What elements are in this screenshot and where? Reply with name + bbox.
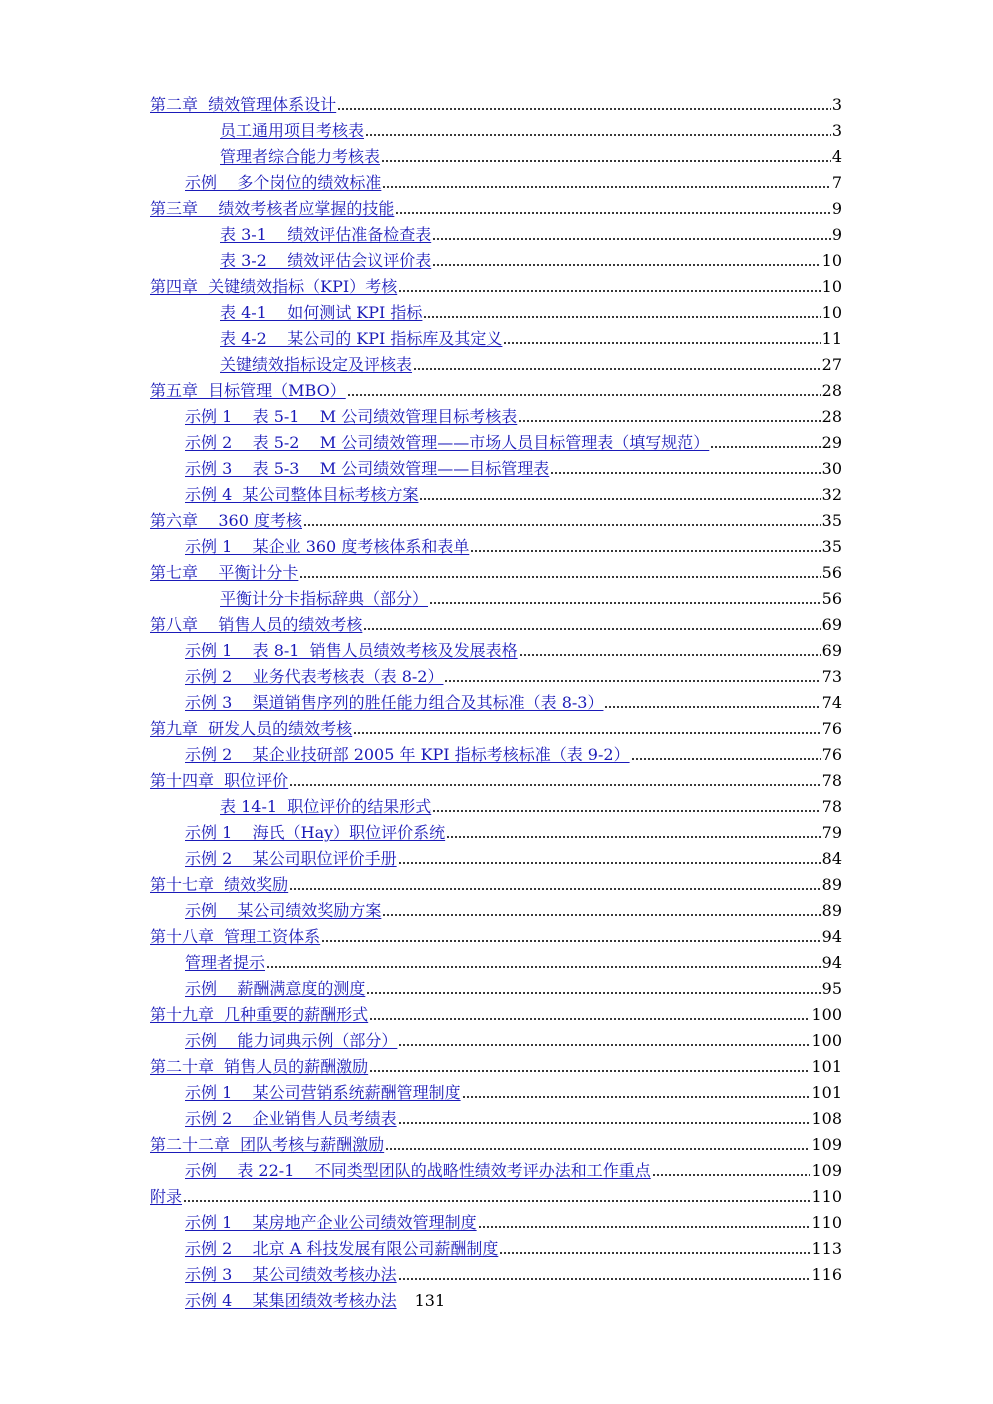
toc-entry-page-number: 69 (821, 641, 842, 660)
dot-leader (321, 933, 820, 943)
toc-entry-title-link[interactable]: 示例 2 企业销售人员考绩表 (185, 1109, 397, 1128)
toc-entry-title-link[interactable]: 示例 1 某公司营销系统薪酬管理制度 (185, 1083, 461, 1102)
dot-leader (303, 517, 821, 527)
toc-entry-title-link[interactable]: 示例 3 渠道销售序列的胜任能力组合及其标准（表 8-3） (185, 693, 604, 712)
dot-leader (652, 1167, 811, 1177)
toc-entry-page-number: 76 (821, 745, 842, 764)
dot-leader (289, 881, 820, 891)
toc-entry-page-number: 110 (811, 1213, 842, 1232)
toc-entry[interactable] (150, 170, 842, 196)
dot-leader (444, 673, 820, 683)
toc-entry-page-number: 101 (811, 1083, 842, 1102)
dot-leader (369, 1063, 810, 1073)
dot-leader (398, 1115, 811, 1125)
dot-leader (353, 725, 820, 735)
toc-entry-page-number: 131 (414, 1291, 446, 1310)
toc-entry-page-number: 10 (821, 303, 842, 322)
toc-entry-page-number: 3 (831, 121, 842, 140)
toc-entry[interactable] (150, 300, 842, 326)
dot-leader (518, 413, 820, 423)
toc-entry[interactable] (150, 1236, 842, 1262)
toc-entry[interactable] (150, 1080, 842, 1106)
toc-entry[interactable] (150, 716, 842, 742)
dot-leader (365, 127, 831, 137)
toc-entry-page-number: 110 (811, 1187, 842, 1206)
toc-entry[interactable] (150, 768, 842, 794)
toc-entry-page-number: 32 (821, 485, 842, 504)
dot-leader (503, 335, 820, 345)
toc-entry-title-link[interactable]: 示例 4 某集团绩效考核办法 (185, 1291, 397, 1310)
toc-entry[interactable] (150, 1132, 842, 1158)
toc-entry[interactable] (150, 430, 842, 456)
dot-leader (470, 543, 820, 553)
toc-entry[interactable] (150, 196, 842, 222)
toc-entry-title-link[interactable]: 示例 2 北京 A 科技发展有限公司薪酬制度 (185, 1239, 499, 1258)
toc-entry[interactable] (150, 1106, 842, 1132)
toc-entry-title-link[interactable]: 第十八章 管理工资体系 (150, 927, 321, 946)
table-of-contents (150, 92, 842, 1314)
toc-entry-title-link[interactable]: 关键绩效指标设定及评核表 (220, 355, 413, 374)
toc-entry-title-link[interactable]: 第七章 平衡计分卡 (150, 563, 299, 582)
toc-entry-page-number: 109 (811, 1161, 842, 1180)
toc-entry-page-number: 28 (821, 407, 842, 426)
toc-entry[interactable] (150, 1288, 842, 1314)
toc-entry[interactable] (150, 378, 842, 404)
toc-entry-title-link[interactable]: 第三章 绩效考核者应掌握的技能 (150, 199, 395, 218)
toc-entry-page-number: 4 (831, 147, 842, 166)
dot-leader (382, 907, 820, 917)
dot-leader (423, 309, 820, 319)
toc-entry-page-number: 100 (811, 1005, 842, 1024)
dot-leader (710, 439, 820, 449)
toc-entry-title-link[interactable]: 第四章 关键绩效指标（KPI）考核 (150, 277, 398, 296)
toc-entry-title-link[interactable]: 示例 2 某企业技研部 2005 年 KPI 指标考核标准（表 9-2） (185, 745, 630, 764)
toc-entry[interactable] (150, 664, 842, 690)
toc-entry-title-link[interactable]: 示例 4 某公司整体目标考核方案 (185, 485, 419, 504)
dot-leader (183, 1193, 810, 1203)
toc-entry-title-link[interactable]: 第十七章 绩效奖励 (150, 875, 289, 894)
dot-leader (398, 283, 820, 293)
toc-entry[interactable] (150, 118, 842, 144)
dot-leader (266, 959, 821, 969)
toc-entry-title-link[interactable]: 管理者提示 (185, 953, 266, 972)
toc-entry-title-link[interactable]: 表 3-1 绩效评估准备检查表 (220, 225, 432, 244)
dot-leader (519, 647, 821, 657)
dot-leader (382, 179, 830, 189)
toc-entry[interactable] (150, 248, 842, 274)
toc-entry[interactable] (150, 950, 842, 976)
toc-entry-page-number: 95 (821, 979, 842, 998)
toc-entry[interactable] (150, 1210, 842, 1236)
toc-entry-title-link[interactable]: 平衡计分卡指标辞典（部分） (220, 589, 429, 608)
toc-entry[interactable] (150, 898, 842, 924)
dot-leader (429, 595, 821, 605)
dot-leader (385, 1141, 810, 1151)
toc-entry-page-number: 113 (811, 1239, 842, 1258)
toc-entry[interactable] (150, 820, 842, 846)
toc-entry-page-number: 29 (821, 433, 842, 452)
toc-entry[interactable] (150, 222, 842, 248)
dot-leader (432, 257, 820, 267)
toc-entry-title-link[interactable]: 第十四章 职位评价 (150, 771, 289, 790)
toc-entry[interactable] (150, 794, 842, 820)
toc-entry-page-number: 74 (821, 693, 842, 712)
toc-entry[interactable] (150, 352, 842, 378)
dot-leader (398, 1037, 810, 1047)
toc-entry[interactable] (150, 638, 842, 664)
toc-entry-page-number: 9 (831, 199, 842, 218)
toc-entry-title-link[interactable]: 示例 1 某房地产企业公司绩效管理制度 (185, 1213, 477, 1232)
toc-entry-page-number: 28 (821, 381, 842, 400)
toc-entry[interactable] (150, 1262, 842, 1288)
dot-leader (381, 153, 831, 163)
toc-entry[interactable] (150, 534, 842, 560)
dot-leader (363, 621, 820, 631)
toc-entry-page-number: 76 (821, 719, 842, 738)
toc-entry-page-number: 35 (821, 537, 842, 556)
toc-entry-page-number: 79 (821, 823, 842, 842)
toc-entry[interactable] (150, 586, 842, 612)
toc-entry-title-link[interactable]: 员工通用项目考核表 (220, 121, 365, 140)
toc-entry-page-number: 101 (811, 1057, 842, 1076)
toc-entry[interactable] (150, 690, 842, 716)
toc-entry-page-number: 94 (821, 927, 842, 946)
toc-entry-title-link[interactable]: 表 4-1 如何测试 KPI 指标 (220, 303, 423, 322)
toc-entry-page-number: 56 (821, 589, 842, 608)
toc-entry-title-link[interactable]: 示例 2 某公司职位评价手册 (185, 849, 397, 868)
toc-entry-page-number: 27 (821, 355, 842, 374)
toc-entry[interactable] (150, 846, 842, 872)
toc-entry-page-number: 7 (831, 173, 842, 192)
dot-leader (289, 777, 820, 787)
toc-entry-title-link[interactable]: 第二章 绩效管理体系设计 (150, 95, 337, 114)
toc-entry[interactable] (150, 482, 842, 508)
toc-entry-title-link[interactable]: 第十九章 几种重要的薪酬形式 (150, 1005, 369, 1024)
dot-leader (419, 491, 820, 501)
dot-leader (398, 1271, 811, 1281)
toc-entry-page-number: 94 (821, 953, 842, 972)
toc-entry[interactable] (150, 924, 842, 950)
toc-entry-page-number: 108 (811, 1109, 842, 1128)
toc-entry-title-link[interactable]: 示例 表 22-1 不同类型团队的战略性绩效考评办法和工作重点 (185, 1161, 651, 1180)
toc-entry[interactable] (150, 612, 842, 638)
toc-entry-title-link[interactable]: 表 14-1 职位评价的结果形式 (220, 797, 432, 816)
toc-entry[interactable] (150, 456, 842, 482)
toc-entry-title-link[interactable]: 示例 薪酬满意度的测度 (185, 979, 366, 998)
toc-entry-title-link[interactable]: 第二十二章 团队考核与薪酬激励 (150, 1135, 385, 1154)
toc-entry[interactable] (150, 144, 842, 170)
toc-entry[interactable] (150, 1054, 842, 1080)
toc-entry-title-link[interactable]: 示例 1 海氏（Hay）职位评价系统 (185, 823, 446, 842)
dot-leader (499, 1245, 810, 1255)
toc-entry-title-link[interactable]: 示例 1 某企业 360 度考核体系和表单 (185, 537, 470, 556)
toc-entry-title-link[interactable]: 第八章 销售人员的绩效考核 (150, 615, 363, 634)
toc-entry[interactable] (150, 274, 842, 300)
toc-entry-page-number: 56 (821, 563, 842, 582)
toc-entry-page-number: 84 (821, 849, 842, 868)
dot-leader (366, 985, 820, 995)
toc-entry-page-number: 35 (821, 511, 842, 530)
toc-entry-title-link[interactable]: 第二十章 销售人员的薪酬激励 (150, 1057, 369, 1076)
toc-entry-title-link[interactable]: 示例 2 表 5-2 M 公司绩效管理——市场人员目标管理表（填写规范） (185, 433, 710, 452)
dot-leader (395, 205, 830, 215)
toc-entry[interactable] (150, 92, 842, 118)
toc-entry[interactable] (150, 742, 842, 768)
toc-entry[interactable] (150, 1028, 842, 1054)
toc-entry[interactable] (150, 1184, 842, 1210)
toc-entry-page-number: 11 (821, 329, 842, 348)
toc-entry[interactable] (150, 1158, 842, 1184)
toc-entry-page-number: 89 (821, 875, 842, 894)
toc-entry[interactable] (150, 326, 842, 352)
toc-entry[interactable] (150, 976, 842, 1002)
toc-entry-title-link[interactable]: 第九章 研发人员的绩效考核 (150, 719, 353, 738)
dot-leader (432, 803, 820, 813)
toc-entry-page-number: 116 (811, 1265, 842, 1284)
toc-entry-title-link[interactable]: 表 3-2 绩效评估会议评价表 (220, 251, 432, 270)
toc-entry-title-link[interactable]: 管理者综合能力考核表 (220, 147, 381, 166)
toc-entry-page-number: 10 (821, 277, 842, 296)
dot-leader (413, 361, 821, 371)
toc-entry-title-link[interactable]: 第六章 360 度考核 (150, 511, 302, 530)
toc-entry-page-number: 89 (821, 901, 842, 920)
toc-entry-title-link[interactable]: 示例 能力词典示例（部分） (185, 1031, 398, 1050)
toc-entry-title-link[interactable]: 示例 多个岗位的绩效标准 (185, 173, 382, 192)
toc-entry-page-number: 109 (811, 1135, 842, 1154)
dot-leader (337, 101, 831, 111)
toc-entry-title-link[interactable]: 示例 2 业务代表考核表（表 8-2） (185, 667, 444, 686)
toc-entry-title-link[interactable]: 示例 1 表 5-1 M 公司绩效管理目标考核表 (185, 407, 518, 426)
dot-leader (299, 569, 820, 579)
toc-entry-title-link[interactable]: 示例 3 某公司绩效考核办法 (185, 1265, 397, 1284)
toc-entry-title-link[interactable]: 示例 1 表 8-1 销售人员绩效考核及发展表格 (185, 641, 518, 660)
dot-leader (631, 751, 821, 761)
dot-leader (604, 699, 820, 709)
toc-entry[interactable] (150, 1002, 842, 1028)
dot-leader (432, 231, 831, 241)
toc-entry-page-number: 3 (831, 95, 842, 114)
dot-leader (446, 829, 820, 839)
dot-leader (347, 387, 821, 397)
toc-entry-page-number: 78 (821, 797, 842, 816)
toc-entry[interactable] (150, 560, 842, 586)
toc-entry-title-link[interactable]: 表 4-2 某公司的 KPI 指标库及其定义 (220, 329, 503, 348)
toc-entry-title-link[interactable]: 示例 3 表 5-3 M 公司绩效管理——目标管理表 (185, 459, 550, 478)
dot-leader (478, 1219, 811, 1229)
toc-entry-title-link[interactable]: 示例 某公司绩效奖励方案 (185, 901, 382, 920)
toc-entry-page-number: 100 (811, 1031, 842, 1050)
toc-entry[interactable] (150, 872, 842, 898)
dot-leader (369, 1011, 810, 1021)
toc-entry-page-number: 30 (821, 459, 842, 478)
toc-entry-page-number: 9 (831, 225, 842, 244)
toc-entry[interactable] (150, 508, 842, 534)
toc-entry[interactable] (150, 404, 842, 430)
toc-entry-page-number: 78 (821, 771, 842, 790)
toc-entry-page-number: 73 (821, 667, 842, 686)
dot-leader (398, 855, 821, 865)
toc-entry-title-link[interactable]: 第五章 目标管理（MBO） (150, 381, 346, 400)
toc-entry-title-link[interactable]: 附录 (150, 1187, 183, 1206)
dot-leader (462, 1089, 811, 1099)
toc-entry-page-number: 10 (821, 251, 842, 270)
toc-entry-page-number: 69 (821, 615, 842, 634)
dot-leader (550, 465, 820, 475)
